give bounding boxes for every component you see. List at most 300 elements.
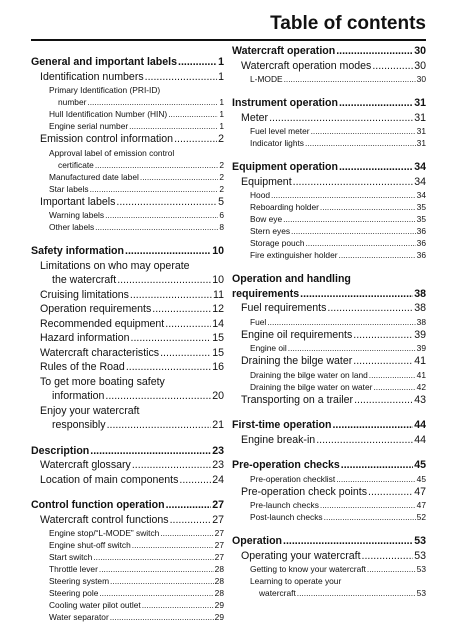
toc-entry-title: Bow eye: [250, 214, 283, 224]
dot-leader: [311, 125, 416, 137]
toc-page-number: 36: [416, 238, 426, 248]
dot-leader: [179, 473, 211, 488]
toc-entry[interactable]: [232, 316, 426, 328]
toc-entry-title: Draining the bilge water: [241, 355, 353, 367]
dot-leader: [166, 498, 212, 513]
toc-entry[interactable]: [31, 389, 224, 404]
toc-page-number: 10: [212, 245, 224, 257]
toc-page-number: 38: [416, 316, 426, 327]
toc-entry-title: Operation requirements: [40, 303, 152, 315]
section-gap: [232, 523, 426, 534]
section-gap: [232, 261, 426, 272]
dot-leader: [132, 539, 214, 551]
toc-entry-title: Reboarding holder: [250, 202, 319, 212]
toc-entry-title: Meter: [241, 111, 269, 124]
dot-leader: [369, 369, 416, 381]
toc-entry-text: To get more boating safety: [40, 375, 165, 388]
toc-entry[interactable]: [31, 288, 224, 303]
toc-entry-title: Control function operation: [31, 499, 165, 511]
toc-entry-title: Safety information: [31, 245, 125, 257]
toc-entry-title: the watercraft: [52, 274, 117, 286]
toc-entry-title: Important labels: [40, 195, 116, 208]
toc-entry[interactable]: [232, 485, 426, 500]
toc-entry[interactable]: [232, 125, 426, 137]
toc-page-number: 31: [416, 126, 426, 136]
toc-entry-title: General and important labels: [31, 56, 177, 68]
toc-entry-text: Operation and handling: [232, 273, 351, 285]
toc-page-number: 28: [214, 576, 224, 586]
dot-leader: [170, 513, 212, 528]
dot-leader: [324, 511, 416, 523]
toc-entry[interactable]: [31, 346, 224, 361]
toc-page-number: 39: [416, 343, 426, 353]
toc-entry-title: Hood: [250, 190, 271, 200]
toc-entry[interactable]: [31, 195, 224, 210]
toc-entry-title: Engine stop/“L-MODE” switch: [49, 528, 160, 538]
toc-page-number: 2: [219, 159, 224, 170]
toc-right-column: [232, 44, 426, 599]
toc-entry[interactable]: [31, 183, 224, 195]
page-title: Table of contents: [270, 13, 426, 34]
toc-page-number: 23: [212, 444, 224, 457]
toc-entry[interactable]: [31, 302, 224, 317]
section-gap: [232, 407, 426, 418]
toc-section-heading[interactable]: [232, 534, 426, 549]
toc-entry-title: Fuel: [250, 316, 267, 327]
toc-entry-title: Warning labels: [49, 210, 105, 220]
toc-page-number: 15: [212, 346, 224, 359]
toc-page-number: 27: [214, 528, 224, 538]
dot-leader: [316, 433, 413, 448]
dot-leader: [87, 96, 218, 108]
toc-entry-title: Storage pouch: [250, 238, 305, 248]
toc-page-number: 28: [214, 564, 224, 574]
toc-page-number: 38: [414, 302, 426, 314]
dot-leader: [107, 418, 212, 433]
dot-leader: [368, 485, 413, 500]
toc-entry[interactable]: [31, 221, 224, 233]
toc-entry-text: Enjoy your watercraft: [40, 404, 140, 417]
toc-entry-title: Watercraft glossary: [40, 459, 131, 471]
toc-entry-title: Operation: [232, 535, 283, 547]
dot-leader: [353, 328, 413, 343]
toc-entry[interactable]: [232, 73, 426, 85]
dot-leader: [132, 458, 211, 473]
toc-entry[interactable]: [31, 539, 224, 551]
toc-entry[interactable]: [232, 111, 426, 126]
toc-entry[interactable]: [232, 549, 426, 564]
toc-entry-text: Limitations on who may operate: [40, 259, 190, 272]
toc-page-number: 29: [214, 612, 224, 622]
dot-leader: [105, 209, 218, 221]
dot-leader: [160, 346, 211, 361]
toc-entry-title: Engine break-in: [241, 433, 316, 446]
toc-entry-title: Getting to know your watercraft: [250, 564, 366, 574]
toc-page-number: 44: [414, 419, 426, 431]
toc-entry[interactable]: [232, 225, 426, 237]
dot-leader: [269, 111, 413, 126]
dot-leader: [174, 132, 217, 147]
toc-entry-title: Water separator: [49, 612, 109, 622]
dot-leader: [95, 221, 218, 233]
toc-entry-title: Equipment: [241, 175, 292, 188]
toc-entry[interactable]: [31, 159, 224, 171]
toc-page-number: 30: [414, 59, 426, 72]
toc-entry-title: Emission control information: [40, 133, 174, 145]
toc-page-number: 35: [416, 202, 426, 212]
toc-entry-title: Rules of the Road: [40, 361, 125, 373]
toc-page-number: 15: [212, 332, 224, 344]
dot-leader: [283, 213, 416, 225]
toc-entry[interactable]: [31, 563, 224, 575]
dot-leader: [178, 55, 217, 70]
toc-page-number: 27: [212, 513, 224, 526]
dot-leader: [283, 534, 413, 549]
dot-leader: [125, 244, 211, 259]
toc-page-number: 41: [414, 355, 426, 367]
dot-leader: [336, 473, 415, 485]
dot-leader: [305, 137, 416, 149]
toc-entry-text: Approval label of emission control: [49, 147, 175, 158]
header-rule: [31, 39, 426, 41]
toc-page-number: 2: [219, 171, 224, 182]
toc-entry[interactable]: [31, 331, 224, 346]
toc-entry-text: Primary Identification (PRI-ID): [49, 85, 161, 95]
toc-entry[interactable]: [232, 237, 426, 249]
toc-entry[interactable]: [232, 563, 426, 575]
toc-page-number: 36: [416, 250, 426, 260]
toc-entry-text: Learning to operate your: [250, 576, 342, 586]
toc-entry-title: Pre-operation checklist: [250, 473, 336, 484]
toc-page-number: 8: [219, 222, 224, 232]
toc-page-number: 41: [416, 369, 426, 380]
section-gap: [31, 233, 224, 244]
toc-page-number: 20: [212, 390, 224, 402]
dot-leader: [142, 599, 214, 611]
toc-entry-title: Draining the bilge water on water: [250, 381, 373, 392]
toc-entry-title: Throttle lever: [49, 564, 98, 574]
toc-page-number: 16: [212, 361, 224, 373]
toc-section-heading[interactable]: [31, 55, 224, 70]
toc-entry-title: number: [58, 97, 87, 107]
toc-page-number: 30: [414, 45, 426, 57]
toc-page-number: 14: [212, 317, 224, 330]
toc-entry-title: Pre-operation check points: [241, 485, 368, 498]
toc-entry[interactable]: [31, 317, 224, 332]
toc-entry-title: Indicator lights: [250, 138, 304, 148]
toc-page-number: 38: [414, 287, 426, 300]
toc-page-number: 53: [414, 535, 426, 547]
section-gap: [232, 447, 426, 458]
toc-entry-title: Steering pole: [49, 588, 99, 598]
toc-entry[interactable]: [31, 96, 224, 108]
toc-page-number: 10: [212, 274, 224, 286]
toc-entry[interactable]: [31, 575, 224, 587]
toc-entry-title: responsibly: [52, 419, 106, 431]
dot-leader: [327, 301, 413, 316]
dot-leader: [336, 44, 413, 59]
toc-entry-title: Fuel level meter: [250, 126, 310, 136]
dot-leader: [152, 302, 211, 317]
toc-page-number: 27: [212, 499, 224, 511]
toc-entry-title: Watercraft operation: [232, 45, 336, 57]
dot-leader: [362, 549, 414, 564]
toc-entry-title: Identification numbers: [40, 70, 144, 83]
toc-entry[interactable]: [31, 273, 224, 288]
toc-section-heading[interactable]: [232, 287, 426, 302]
toc-page-number: 27: [214, 552, 224, 562]
toc-entry-title: Steering system: [49, 576, 110, 586]
toc-entry[interactable]: [31, 551, 224, 563]
dot-leader: [267, 316, 415, 328]
dot-leader: [99, 587, 213, 599]
dot-leader: [372, 59, 413, 74]
dot-leader: [165, 317, 211, 332]
toc-entry[interactable]: [31, 108, 224, 120]
toc-entry-title: Stern eyes: [250, 226, 291, 236]
dot-leader: [110, 611, 214, 623]
toc-entry-title: Cooling water pilot outlet: [49, 600, 141, 610]
toc-page-number: 1: [218, 56, 224, 68]
toc-entry[interactable]: [31, 611, 224, 623]
toc-entry-title: Pre-launch checks: [250, 500, 319, 510]
toc-entry[interactable]: [232, 499, 426, 511]
toc-entry[interactable]: [31, 360, 224, 375]
section-gap: [31, 487, 224, 498]
toc-entry-title: Hull Identification Number (HIN): [49, 109, 168, 119]
toc-entry[interactable]: [232, 587, 426, 599]
dot-leader: [284, 73, 416, 85]
toc-page-number: 29: [214, 600, 224, 610]
toc-page-number: 21: [212, 419, 224, 431]
section-gap: [232, 149, 426, 160]
toc-entry-title: First-time operation: [232, 419, 332, 431]
toc-page-number: 31: [414, 111, 426, 124]
toc-page-number: 24: [212, 473, 224, 486]
toc-entry-title: Fuel requirements: [241, 302, 327, 314]
dot-leader: [160, 527, 213, 539]
toc-entry[interactable]: [232, 433, 426, 448]
toc-entry-title: Watercraft characteristics: [40, 346, 160, 359]
dot-leader: [130, 288, 212, 303]
dot-leader: [320, 201, 416, 213]
toc-entry[interactable]: [31, 473, 224, 488]
toc-entry[interactable]: [232, 137, 426, 149]
toc-page-number: 2: [218, 133, 224, 145]
toc-page-number: 28: [214, 588, 224, 598]
toc-entry-title: Watercraft operation modes: [241, 59, 372, 72]
dot-leader: [288, 342, 416, 354]
dot-leader: [117, 273, 211, 288]
toc-entry[interactable]: [232, 369, 426, 381]
toc-section-heading[interactable]: [232, 418, 426, 433]
toc-page-number: 12: [212, 303, 224, 315]
toc-entry[interactable]: [232, 328, 426, 343]
toc-page-number: 35: [416, 214, 426, 224]
toc-page-number: 44: [414, 433, 426, 446]
toc-page-number: 34: [416, 190, 426, 200]
toc-entry-title: Engine oil: [250, 343, 287, 353]
dot-leader: [341, 458, 413, 473]
toc-entry[interactable]: [232, 213, 426, 225]
toc-page-number: 34: [414, 161, 426, 173]
toc-entry[interactable]: [232, 381, 426, 393]
toc-entry[interactable]: [31, 587, 224, 599]
section-gap: [31, 433, 224, 444]
toc-section-heading[interactable]: [232, 44, 426, 59]
toc-entry-title: watercraft: [259, 588, 296, 598]
toc-entry-title: Star labels: [49, 183, 89, 194]
dot-leader: [271, 189, 416, 201]
dot-leader: [129, 120, 218, 132]
toc-page-number: 1: [219, 109, 224, 119]
toc-entry-title: Equipment operation: [232, 161, 338, 173]
dot-leader: [320, 499, 416, 511]
dot-leader: [90, 444, 211, 459]
dot-leader: [291, 225, 416, 237]
toc-page-number: 23: [212, 459, 224, 471]
toc-section-heading[interactable]: [31, 444, 224, 459]
toc-entry-title: information: [52, 390, 105, 402]
toc-entry-title: L-MODE: [250, 74, 283, 84]
toc-entry[interactable]: [31, 458, 224, 473]
toc-section-heading[interactable]: [232, 458, 426, 473]
toc-entry-title: Watercraft control functions: [40, 513, 169, 526]
toc-entry[interactable]: [232, 301, 426, 316]
toc-page-number: 34: [414, 175, 426, 188]
toc-entry[interactable]: [31, 132, 224, 147]
toc-entry-title: Instrument operation: [232, 97, 338, 109]
toc-page-number: 11: [213, 288, 224, 301]
dot-leader: [367, 563, 416, 575]
toc-section-heading[interactable]: [31, 498, 224, 513]
toc-entry[interactable]: [31, 599, 224, 611]
toc-entry[interactable]: [232, 393, 426, 408]
dot-leader: [353, 354, 413, 369]
toc-page-number: 47: [416, 500, 426, 510]
toc-page-number: 45: [414, 459, 426, 471]
dot-leader: [131, 331, 212, 346]
toc-entry[interactable]: [31, 418, 224, 433]
toc-entry-title: Other labels: [49, 222, 95, 232]
dot-leader: [95, 159, 218, 171]
toc-entry[interactable]: [232, 473, 426, 485]
toc-page-number: 47: [414, 485, 426, 498]
toc-entry[interactable]: [232, 342, 426, 354]
dot-leader: [332, 418, 413, 433]
dot-leader: [339, 249, 416, 261]
toc-entry[interactable]: [232, 511, 426, 523]
toc-entry-title: Transporting on a trailer: [241, 393, 354, 406]
toc-page-number: 42: [416, 381, 426, 392]
toc-entry-title: Hazard information: [40, 332, 130, 344]
toc-section-heading[interactable]: [232, 160, 426, 175]
toc-entry-title: Description: [31, 444, 90, 457]
toc-entry[interactable]: [31, 70, 224, 85]
toc-page-number: 39: [414, 328, 426, 341]
toc-entry-title: Fire extinguisher holder: [250, 250, 338, 260]
toc-entry[interactable]: [232, 201, 426, 213]
toc-page-number: 52: [416, 512, 426, 522]
toc-entry[interactable]: [31, 209, 224, 221]
toc-entry-title: Recommended equipment: [40, 317, 165, 330]
dot-leader: [293, 175, 414, 190]
toc-page-number: 45: [416, 473, 426, 484]
toc-page-number: 53: [414, 549, 426, 562]
dot-leader: [90, 183, 219, 195]
toc-entry-title: Post-launch checks: [250, 512, 323, 522]
toc-entry-title: Engine serial number: [49, 121, 129, 131]
dot-leader: [93, 551, 213, 563]
toc-entry[interactable]: [31, 527, 224, 539]
toc-left-column: [31, 44, 224, 623]
toc-page-number: 36: [416, 226, 426, 236]
dot-leader: [140, 171, 218, 183]
toc-entry-title: Draining the bilge water on land: [250, 369, 368, 380]
toc-entry[interactable]: [31, 120, 224, 132]
toc-page-number: 31: [414, 97, 426, 109]
dot-leader: [305, 237, 415, 249]
toc-page-number: 1: [218, 70, 224, 83]
dot-leader: [339, 96, 413, 111]
toc-entry-title: Cruising limitations: [40, 288, 129, 301]
toc-entry[interactable]: [31, 171, 224, 183]
dot-leader: [339, 160, 413, 175]
toc-section-heading[interactable]: [232, 96, 426, 111]
toc-entry-title: certificate: [58, 159, 94, 170]
toc-entry[interactable]: [31, 513, 224, 528]
toc-page-number: 31: [416, 138, 426, 148]
toc-entry[interactable]: [232, 59, 426, 74]
toc-page-number: 30: [416, 74, 426, 84]
toc-page-number: 6: [219, 210, 224, 220]
toc-entry[interactable]: [232, 354, 426, 369]
dot-leader: [354, 393, 413, 408]
toc-entry-title: requirements: [232, 287, 300, 300]
toc-entry-title: Location of main components: [40, 473, 179, 486]
dot-leader: [116, 195, 217, 210]
dot-leader: [99, 563, 214, 575]
toc-entry[interactable]: [232, 249, 426, 261]
toc-entry[interactable]: [232, 189, 426, 201]
toc-page-number: 27: [214, 540, 224, 550]
toc-page-number: 53: [416, 588, 426, 598]
toc-page-number: 1: [219, 97, 224, 107]
dot-leader: [145, 70, 217, 85]
dot-leader: [297, 587, 416, 599]
toc-page-number: 43: [414, 393, 426, 406]
dot-leader: [110, 575, 214, 587]
dot-leader: [168, 108, 218, 120]
section-gap: [31, 44, 224, 55]
dot-leader: [373, 381, 415, 393]
toc-page-number: 2: [219, 183, 224, 194]
toc-entry-title: Engine oil requirements: [241, 328, 353, 341]
toc-section-heading[interactable]: [31, 244, 224, 259]
dot-leader: [300, 287, 413, 302]
dot-leader: [126, 360, 211, 375]
toc-page-number: 53: [416, 564, 426, 574]
toc-entry-title: Engine shut-off switch: [49, 540, 131, 550]
toc-page-number: 5: [218, 195, 224, 208]
toc-entry-title: Pre-operation checks: [232, 459, 340, 471]
section-gap: [232, 85, 426, 96]
toc-entry-title: Operating your watercraft: [241, 549, 361, 562]
toc-entry-title: Manufactured date label: [49, 171, 139, 182]
toc-entry[interactable]: [232, 175, 426, 190]
dot-leader: [105, 389, 211, 404]
toc-page-number: 1: [219, 121, 224, 131]
